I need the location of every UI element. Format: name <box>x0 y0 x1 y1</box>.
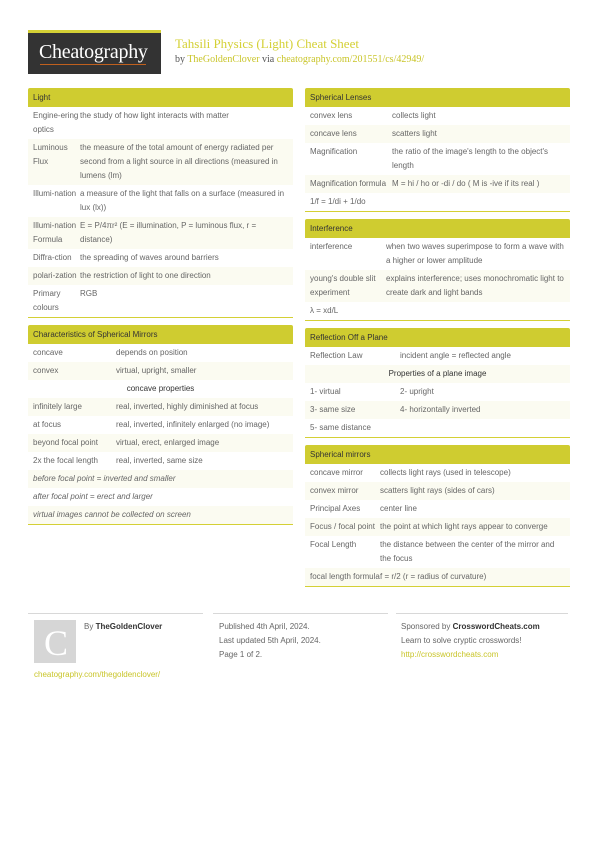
logo-text: Cheatography <box>39 41 148 63</box>
byline <box>175 54 424 65</box>
section-title: Characteristics of Spherical Mirrors <box>28 325 293 344</box>
row-term: interference <box>310 242 353 251</box>
table-row <box>305 193 570 211</box>
row-definition: collects light <box>392 111 436 120</box>
section-spherical-lenses <box>305 88 570 212</box>
table-row <box>28 362 293 380</box>
row-term: Luminous Flux <box>33 143 68 166</box>
sponsored-prefix: Sponsored by <box>401 622 451 631</box>
row-definition: collects light rays (used in telescope) <box>380 468 511 477</box>
row-term: Focus / focal point <box>310 522 375 531</box>
row-term: concave <box>33 348 63 357</box>
author-avatar[interactable] <box>34 620 76 663</box>
page-title: Tahsili Physics (Light) Cheat Sheet <box>175 36 359 51</box>
row-definition: incident angle = reflected angle <box>400 351 511 360</box>
row-term: Diffra-ction <box>33 253 72 262</box>
sheet-url-link[interactable]: cheatography.com/201551/cs/42949/ <box>276 54 425 65</box>
page-count: Page 1 of 2. <box>219 650 263 659</box>
row-definition: 2- upright <box>400 387 434 396</box>
footer-author <box>84 620 162 634</box>
author-link[interactable]: TheGoldenClover <box>187 54 260 65</box>
row-term: infinitely large <box>33 402 82 411</box>
footer-author-name[interactable]: TheGoldenClover <box>95 622 163 631</box>
table-row <box>305 568 570 586</box>
left-column <box>28 88 293 532</box>
table-row <box>28 217 293 249</box>
row-term: concave mirror <box>310 468 363 477</box>
row-note: λ = xd/L <box>310 306 339 315</box>
row-term: Reflection Law <box>310 351 363 360</box>
row-definition: scatters light <box>392 129 437 138</box>
table-row <box>305 464 570 482</box>
table-row <box>305 302 570 320</box>
row-term: Magnification <box>310 147 358 156</box>
row-term: Focal Length <box>310 540 357 549</box>
row-term: polari-zation <box>33 271 77 280</box>
table-row <box>28 249 293 267</box>
row-subheading: Properties of a plane image <box>388 369 487 378</box>
row-note: virtual images cannot be collected on screen <box>33 510 191 519</box>
footer-divider <box>213 613 388 614</box>
row-term: 3- same size <box>310 405 356 414</box>
row-definition: the restriction of light to one direction <box>80 271 211 280</box>
section-spherical-mirrors <box>305 445 570 587</box>
table-row <box>28 434 293 452</box>
section-light <box>28 88 293 318</box>
row-note: 5- same distance <box>310 423 371 432</box>
table-row <box>305 270 570 302</box>
table-row <box>305 175 570 193</box>
row-note: after focal point = erect and larger <box>33 492 153 501</box>
footer-author-url[interactable]: cheatography.com/thegoldenclover/ <box>34 670 161 679</box>
avatar-letter: C <box>44 623 69 663</box>
footer-dates <box>219 620 321 662</box>
published-date: Published 4th April, 2024. <box>219 622 310 631</box>
row-definition: RGB <box>80 289 98 298</box>
via-label: via <box>262 54 275 65</box>
row-definition: virtual, upright, smaller <box>116 366 197 375</box>
row-term: Illumi-nation Formula <box>33 221 77 244</box>
row-term: 1- virtual <box>310 387 341 396</box>
row-definition: real, inverted, same size <box>116 456 203 465</box>
section-characteristics-spherical-mirrors <box>28 325 293 525</box>
row-definition: center line <box>380 504 417 513</box>
right-column <box>305 88 570 594</box>
table-row <box>305 143 570 175</box>
table-row <box>305 365 570 383</box>
row-definition: real, inverted, infinitely enlarged (no image) <box>116 420 270 429</box>
row-definition: a measure of the light that falls on a surface (measured in lux (lx)) <box>80 189 285 212</box>
row-term: Engine-ering optics <box>33 111 79 134</box>
updated-date: Last updated 5th April, 2024. <box>219 636 321 645</box>
sponsor-url[interactable]: http://crosswordcheats.com <box>401 650 499 659</box>
table-row <box>305 518 570 536</box>
row-definition: explains interference; uses monochromatic light to create dark and light bands <box>386 274 564 297</box>
row-definition: the ratio of the image's length to the object's length <box>392 147 549 170</box>
section-title: Reflection Off a Plane <box>305 328 570 347</box>
table-row <box>305 500 570 518</box>
table-row <box>305 238 570 270</box>
section-title: Interference <box>305 219 570 238</box>
table-row <box>28 398 293 416</box>
footer-divider <box>28 613 203 614</box>
row-term: Illumi-nation <box>33 189 77 198</box>
table-row <box>28 139 293 185</box>
row-definition: the distance between the center of the mirror and the focus <box>380 540 555 563</box>
row-term: focal length formula <box>310 572 380 581</box>
footer-sponsor <box>401 620 540 662</box>
row-definition: 4- horizontally inverted <box>400 405 481 414</box>
by-prefix: by <box>175 54 185 65</box>
table-row <box>28 344 293 362</box>
row-term: at focus <box>33 420 62 429</box>
row-definition: scatters light rays (sides of cars) <box>380 486 495 495</box>
row-definition: the measure of the total amount of energy radiated per second from a light source in all directions (measured in lumens (lm) <box>80 143 278 180</box>
section-title: Spherical mirrors <box>305 445 570 464</box>
row-term: convex <box>33 366 59 375</box>
row-definition: M = hi / ho or -di / do ( M is -ive if its real ) <box>392 179 540 188</box>
row-definition: real, inverted, highly diminished at focus <box>116 402 259 411</box>
row-term: 2x the focal length <box>33 456 98 465</box>
section-title: Light <box>28 88 293 107</box>
table-row <box>305 107 570 125</box>
table-row <box>28 380 293 398</box>
table-row <box>305 383 570 401</box>
row-term: concave lens <box>310 129 357 138</box>
row-subheading: concave properties <box>126 384 195 393</box>
table-row <box>28 488 293 506</box>
row-term: Principal Axes <box>310 504 361 513</box>
row-definition: E = P/4πr² (E = illumination, P = luminous flux, r = distance) <box>80 221 257 244</box>
table-row <box>305 347 570 365</box>
row-note: before focal point = inverted and smaller <box>33 474 176 483</box>
table-row <box>28 416 293 434</box>
by-label: By <box>84 622 94 631</box>
table-row <box>28 452 293 470</box>
table-row <box>305 125 570 143</box>
section-interference <box>305 219 570 321</box>
row-term: Primary colours <box>33 289 61 312</box>
table-row <box>28 267 293 285</box>
sponsor-name[interactable]: CrosswordCheats.com <box>452 622 540 631</box>
row-term: young's double slit experiment <box>310 274 376 297</box>
row-term: beyond focal point <box>33 438 98 447</box>
table-row <box>305 536 570 568</box>
row-definition: f = r/2 (r = radius of curvature) <box>380 572 487 581</box>
logo-underline <box>40 64 146 65</box>
section-title: Spherical Lenses <box>305 88 570 107</box>
row-definition: when two waves superimpose to form a wave with a higher or lower amplitude <box>386 242 564 265</box>
row-term: convex mirror <box>310 486 359 495</box>
table-row <box>28 285 293 317</box>
row-definition: the spreading of waves around barriers <box>80 253 219 262</box>
sponsor-tagline: Learn to solve cryptic crosswords! <box>401 636 522 645</box>
row-note: 1/f = 1/di + 1/do <box>310 197 366 206</box>
table-row <box>28 107 293 139</box>
section-reflection-off-plane <box>305 328 570 438</box>
table-row <box>305 401 570 419</box>
row-definition: depends on position <box>116 348 188 357</box>
table-row <box>28 506 293 524</box>
row-term: Magnification formula <box>310 179 387 188</box>
table-row <box>28 470 293 488</box>
cheatography-logo[interactable] <box>28 30 161 74</box>
table-row <box>28 185 293 217</box>
row-term: convex lens <box>310 111 353 120</box>
row-definition: the point at which light rays appear to converge <box>380 522 548 531</box>
table-row <box>305 419 570 437</box>
table-row <box>305 482 570 500</box>
footer-divider <box>396 613 568 614</box>
row-definition: virtual, erect, enlarged image <box>116 438 220 447</box>
row-definition: the study of how light interacts with matter <box>80 111 229 120</box>
